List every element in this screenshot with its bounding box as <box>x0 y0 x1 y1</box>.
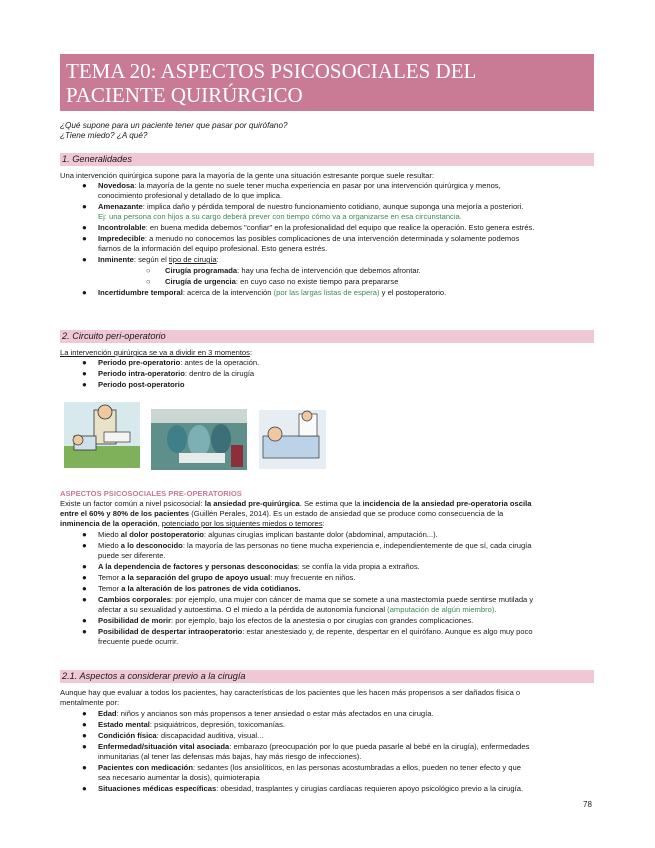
list-item: Incontrolable: en buena medida debemos "confiar" en la profesionalidad del equipo que realice la operación. Esto genera estrés. <box>98 223 535 232</box>
list-item-cont: inmunitarias (al tener las defensas más bajas, hay más riesgo de infecciones). <box>98 752 362 761</box>
cartoon-anxious-patient-image <box>64 402 140 468</box>
list-item: Temor a la separación del grupo de apoyo usual: muy frecuente en niños. <box>98 573 356 582</box>
page-number: 78 <box>583 800 592 809</box>
question-2: ¿Tiene miedo? ¿A qué? <box>60 131 148 140</box>
bullet-icon: ● <box>82 358 87 367</box>
bullet-icon: ● <box>82 616 87 625</box>
question-1: ¿Qué supone para un paciente tener que pasar por quirófano? <box>60 121 288 130</box>
bullet-icon: ● <box>82 720 87 729</box>
list-item: Inminente: según el tipo de cirugía: <box>98 255 219 264</box>
list-item: Amenazante: implica daño y pérdida temporal de nuestro funcionamiento cotidiano, aunque suponga una mejoría a posteriori. <box>98 202 524 211</box>
section-title: 1. Generalidades <box>62 154 132 164</box>
bullet-icon: ● <box>82 380 87 389</box>
list-item: Cambios corporales: por ejemplo, una mujer con cáncer de mama que se somete a una mastectomía puede sentirse mutilada y <box>98 595 534 604</box>
title-banner <box>60 54 594 111</box>
bullet-icon: ● <box>82 255 87 264</box>
list-item: Condición física: discapacidad auditiva, visual... <box>98 731 264 740</box>
list-item-cont: conocimiento profesional y detallado de lo que implica. <box>98 191 283 200</box>
list-item-cont: afectar a su sexualidad y autoestima. O el miedo a la pérdida de autonomía funcional (amputación de algún miembro). <box>98 605 497 614</box>
bullet-icon: ● <box>82 541 87 550</box>
bullet-icon: ● <box>82 288 87 297</box>
section-header-aspectos <box>60 670 594 683</box>
list-item-cont: fiarnos de la información del equipo profesional. Esto genera estrés. <box>98 244 328 253</box>
section-title: 2.1. Aspectos a considerar previo a la cirugía <box>62 671 246 681</box>
list-item-cont: frecuente puede ocurrir. <box>98 637 179 646</box>
section-header-circuito <box>60 330 594 343</box>
paragraph-line: mentalmente por: <box>60 698 120 707</box>
sub-list-item: Cirugía de urgencia: en cuyo caso no existe tiempo para prepararse <box>165 277 399 286</box>
example-note: Ej: una persona con hijos a su cargo deberá prever con tiempo cómo va a organizarse en esa circunstancia. <box>98 212 462 221</box>
circle-bullet-icon: ○ <box>146 277 151 286</box>
list-item: Miedo al dolor postoperatorio: algunas cirugías implican bastante dolor (abdominal, amputación...). <box>98 530 438 539</box>
bullet-icon: ● <box>82 731 87 740</box>
paragraph-line: inminencia de la operación, potenciado por los siguientes miedos o temores: <box>60 519 325 528</box>
list-item: Periodo pre-operatorio: antes de la operación. <box>98 358 260 367</box>
list-item: Posibilidad de despertar intraoperatorio: estar anestesiado y, de repente, despertar en el quirófano. Aunque es algo muy poco <box>98 627 533 636</box>
operating-room-photo <box>151 409 247 470</box>
list-item: Enfermedad/situación vital asociada: embarazo (preocupación por lo que pueda pasarle al bebé en la cirugía), enfermedades <box>98 742 530 751</box>
list-item: Pacientes con medicación: sedantes (los ansiolíticos, en las personas acostumbradas a ellos, pueden no tener efecto y que <box>98 763 521 772</box>
list-item: Posibilidad de morir: por ejemplo, bajo los efectos de la anestesia o por cirugías con grandes complicaciones. <box>98 616 474 625</box>
bullet-icon: ● <box>82 202 87 211</box>
bullet-icon: ● <box>82 369 87 378</box>
title-line-1: TEMA 20: ASPECTOS PSICOSOCIALES DEL <box>66 59 477 83</box>
title-line-2: PACIENTE QUIRÚRGICO <box>66 83 303 107</box>
sub-list-item: Cirugía programada: hay una fecha de intervención que debemos afrontar. <box>165 266 421 275</box>
list-item: Novedosa: la mayoría de la gente no suele tener mucha experiencia en pasar por una intervención quirúrgica y menos, <box>98 181 501 190</box>
bullet-icon: ● <box>82 234 87 243</box>
list-item: Incertidumbre temporal: acerca de la intervención (por las largas listas de espera) y el postoperatorio. <box>98 288 447 297</box>
cartoon-hospital-bed-image <box>259 410 326 469</box>
paragraph-line: Aunque hay que evaluar a todos los pacientes, hay características de los pacientes que les hacen más propensos a ser dañados física o <box>60 688 521 697</box>
list-item: Situaciones médicas específicas: obesidad, trasplantes y cirugías cardíacas requieren apoyo psicológico previo a la cirugía. <box>98 784 524 793</box>
section-title: 2. Circuito peri-operatorio <box>62 331 166 341</box>
list-item: Temor a la alteración de los patrones de vida cotidianos. <box>98 584 301 593</box>
list-item: Estado mental: psiquiátricos, depresión, toxicomanías. <box>98 720 285 729</box>
paragraph-line: entre el 60% y 80% de los pacientes (Guillén Perales, 2014). Es un estado de ansiedad que se produce como consecuencia de la <box>60 509 504 518</box>
bullet-icon: ● <box>82 627 87 636</box>
list-item-cont: sea necesario aumentar la dosis), quimioterapia <box>98 773 260 782</box>
bullet-icon: ● <box>82 223 87 232</box>
bullet-icon: ● <box>82 709 87 718</box>
bullet-icon: ● <box>82 530 87 539</box>
list-item: A la dependencia de factores y personas desconocidas: se confía la vida propia a extraños. <box>98 562 420 571</box>
list-item: Impredecible: a menudo no conocemos las posibles complicaciones de una intervención determinada y solamente podemos <box>98 234 520 243</box>
list-item: Miedo a lo desconocido: la mayoría de las personas no tiene mucha experiencia e, independientemente de que sí, cada cirugía <box>98 541 532 550</box>
list-item: Periodo intra-operatorio: dentro de la cirugía <box>98 369 255 378</box>
paragraph: Una intervención quirúrgica supone para la mayoría de la gente una situación estresante porque suele resultar: <box>60 171 435 180</box>
list-item: Periodo post-operatorio <box>98 380 185 389</box>
bullet-icon: ● <box>82 784 87 793</box>
bullet-icon: ● <box>82 742 87 751</box>
circle-bullet-icon: ○ <box>146 266 151 275</box>
bullet-icon: ● <box>82 584 87 593</box>
bullet-icon: ● <box>82 763 87 772</box>
bullet-icon: ● <box>82 562 87 571</box>
paragraph: La intervención quirúrgica se va a dividir en 3 momentos: <box>60 348 253 357</box>
paragraph-line: Existe un factor común a nivel psicosocial: la ansiedad pre-quirúrgica. Se estima que la incidencia de la ansiedad pre-operatoria oscila <box>60 499 532 508</box>
subheading-preoperatorios: ASPECTOS PSICOSOCIALES PRE-OPERATORIOS <box>60 489 242 498</box>
list-item-cont: puede ser diferente. <box>98 551 166 560</box>
bullet-icon: ● <box>82 181 87 190</box>
list-item: Edad: niños y ancianos son más propensos a tener ansiedad o estar más afectados en una cirugía. <box>98 709 434 718</box>
bullet-icon: ● <box>82 573 87 582</box>
section-header-generalidades <box>60 153 594 166</box>
bullet-icon: ● <box>82 595 87 604</box>
